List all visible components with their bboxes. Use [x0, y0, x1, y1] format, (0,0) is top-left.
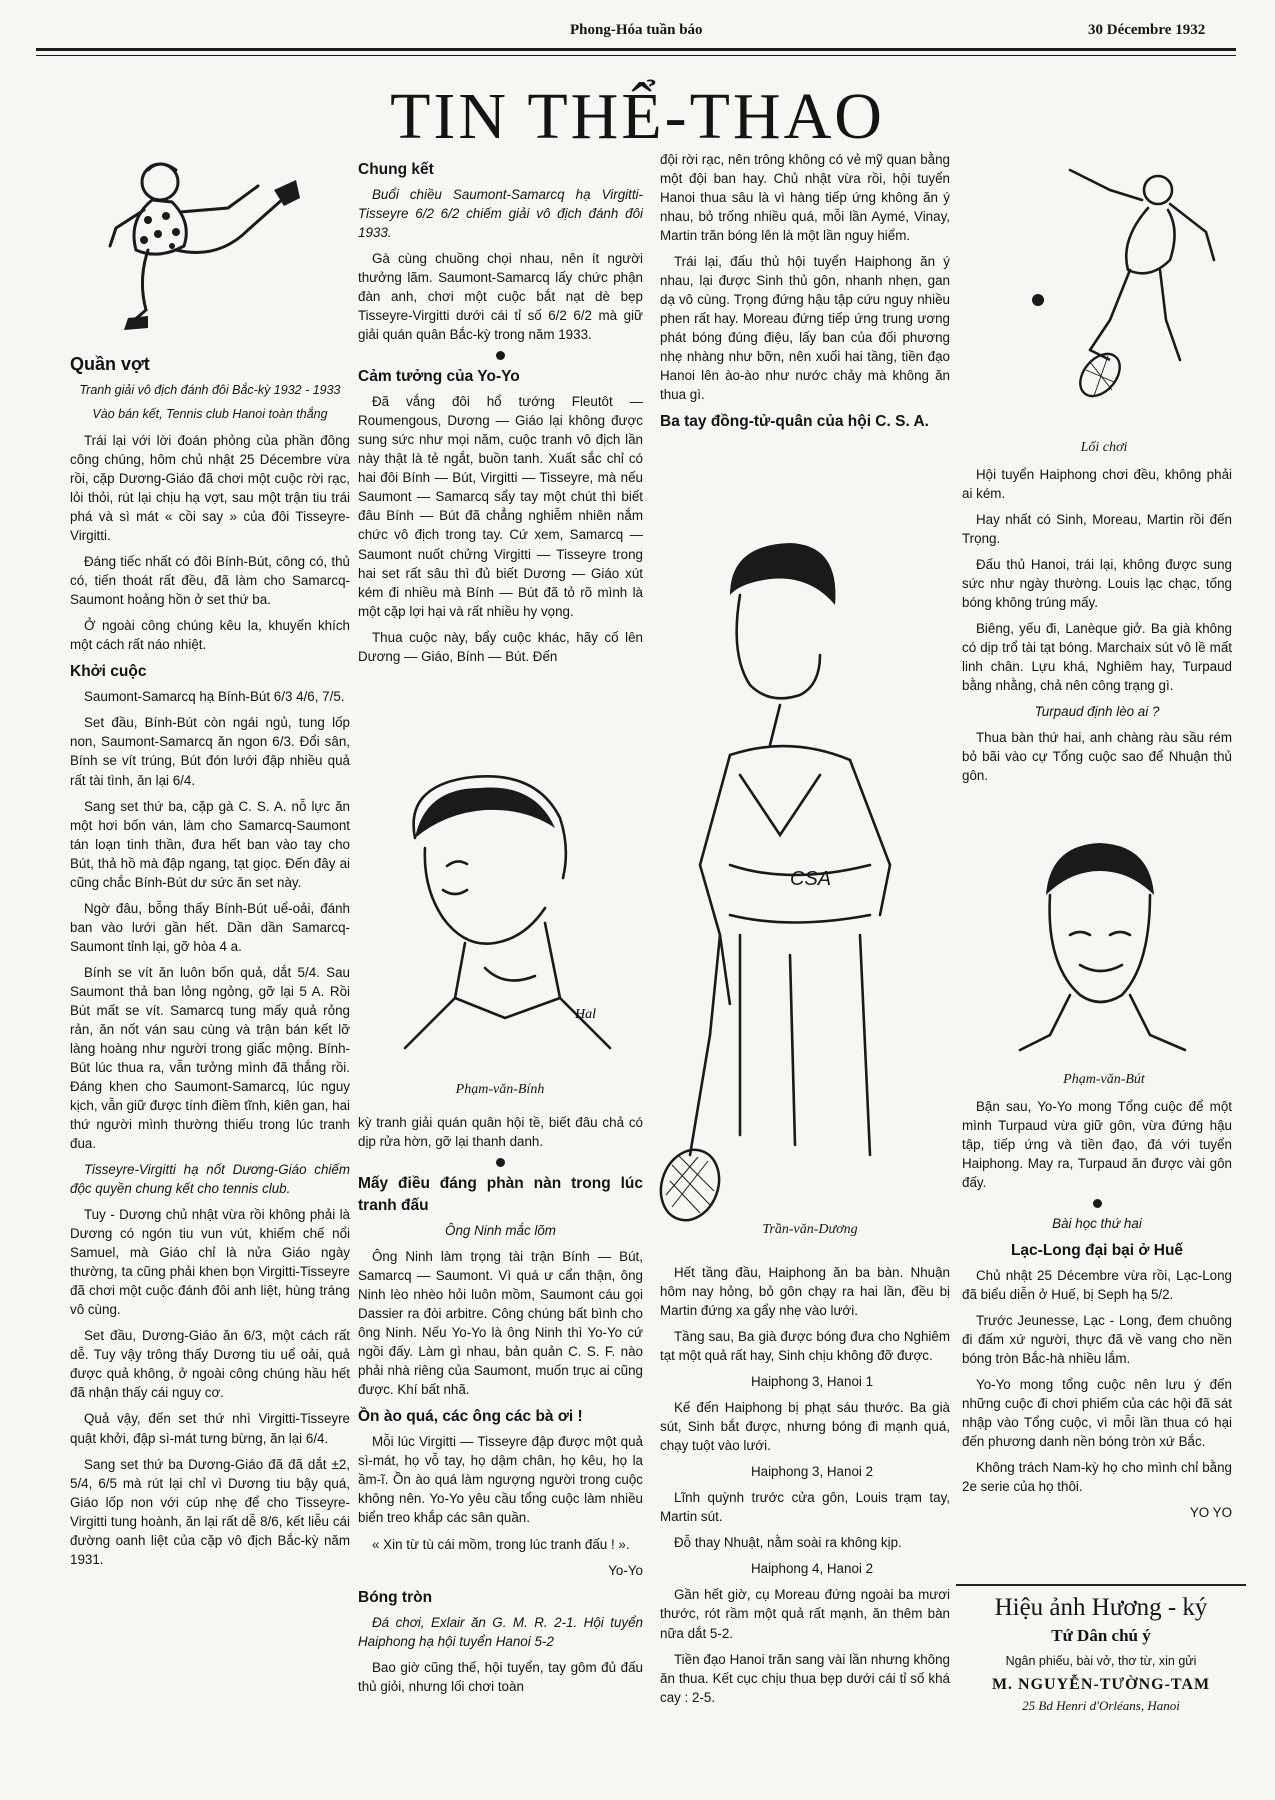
paragraph: Bính se vít ăn luôn bốn quả, dắt 5/4. Sau Saumont thả ban lỏng ngỏng, gỡ lại 5 A. Rồi Bút mất se vít. Samarcq tung mấy quả rỏng rản, ăn nốt ván sau cùng và trận bán kết lỡ làng hoàng như người trong giấc mộng. Bính-Bút lúc thua ra, vẫn tưởng mình đã thắng rồi. Đáng khen cho Saumont-Samarcq, lúc nguy kịch, vẫn giữ được tính điềm tĩnh, kiên gan, hai thứ người mình thường thiếu trong lúc tranh đua.	[70, 964, 350, 1152]
notice-subtitle: Tứ Dân chú ý	[1051, 1626, 1151, 1645]
portrait-pham-van-but	[1010, 825, 1190, 1055]
section-bullet	[496, 1158, 505, 1167]
header-rule-thin	[36, 55, 1236, 56]
notice-box	[956, 1584, 1246, 1714]
heading-cam-tuong: Cảm tưởng của Yo-Yo	[358, 368, 520, 386]
header-rule	[36, 48, 1236, 51]
caption-loi-choi: Lối chơi	[1080, 440, 1128, 455]
paragraph: Đấu thủ Hanoi, trái lại, không được sung sức như ngày thường. Louis lạc chạc, tống bóng không trúng mấy.	[962, 557, 1232, 611]
paragraph: Hết tầng đầu, Haiphong ăn ba bàn. Nhuận hôm nay hỏng, bỏ gôn chạy ra hai lần, đều bị Martin đứng xa gẩy nhẹ vào lưới.	[660, 1265, 950, 1319]
score-line: Haiphong 3, Hanoi 2	[750, 1464, 874, 1480]
paragraph: Quả vậy, đến set thứ nhì Virgitti-Tisseyre quật khởi, đập sì-mát tưng bừng, ăn lại 6/4.	[70, 1411, 350, 1446]
section-bullet	[496, 351, 505, 360]
heading-quan-vot: Quần vợt	[70, 354, 150, 374]
column-3-bottom	[660, 1263, 950, 1714]
paragraph-italic: Tisseyre-Virgitti hạ nốt Dương-Giáo chiếm độc quyền chung kết cho tennis club.	[70, 1162, 350, 1197]
caption-tran-van-duong: Trần-văn-Dương	[762, 1222, 858, 1237]
paragraph: « Xin từ tù cái mồm, trong lúc tranh đấu ! ».	[372, 1536, 630, 1552]
heading-chung-ket: Chung kết	[358, 161, 434, 178]
paragraph: Gà cùng chuồng chọi nhau, nên ít người thưởng lãm. Saumont-Samarcq lấy chức phận đàn anh, chơi một cuộc bắt nạt dè bẹp Tisseyre-Virgitti dưới cái tỉ số 6/2 6/2 mà giữ giải quán quân Bắc-kỳ trong năm 1933.	[358, 251, 643, 343]
paragraph: Ở ngoài công chúng kêu la, khuyến khích một cách rất náo nhiệt.	[70, 618, 350, 653]
paragraph: Sang set thứ ba, cặp gà C. S. A. nỗ lực ăn một hơi bốn ván, làm cho Samarcq-Saumont tán loạn tinh thần, đưa hết ban vào tay cho Bút, thả hồ mà đập ngang, tạt giọc. Đến đây ai cũng chắc Bính-Bút dư sức ăn set này.	[70, 798, 350, 890]
paragraph: Set đầu, Dương-Giáo ăn 6/3, một cách rất dễ. Tuy vậy trông thấy Dương tiu uể oải, quả được quả không, ở ngoài công chúng hầu hết đã nhận thấy cái nguy cơ.	[70, 1328, 350, 1401]
column-2-top	[358, 155, 643, 673]
column-1	[70, 348, 350, 1576]
paragraph: Hội tuyển Haiphong chơi đều, không phải ai kém.	[962, 466, 1232, 501]
paragraph: Hay nhất có Sinh, Moreau, Martin rồi đến Trọng.	[962, 511, 1232, 546]
page-title: TIN THỂ-THAO	[390, 80, 885, 153]
paragraph: Trái lại, đấu thủ hội tuyển Haiphong ăn ý nhau, lại được Sinh thủ gôn, nhanh nhẹn, gan dạ vô cùng. Trọng đứng hậu tập cứu nguy nhiều phen rất hay. Moreau đứng tiếp ứng trung ương phát bóng đúng điệu, lấy ban của đối phương nhẹ nhàng như bỡn, nên xuối hai tầng, tiền đạo Hanoi lên ào-ào như nước chảy mà không ăn thua gì.	[660, 254, 950, 403]
paragraph: Chủ nhật 25 Décembre vừa rồi, Lạc-Long đã biểu diễn ở Huế, bị Seph hạ 5/2.	[962, 1268, 1232, 1303]
paragraph: Tuy - Dương chủ nhật vừa rồi không phải là Dương có ngón tiu vun vút, khiếm chế nổi Samuel, mà Giáo chỉ là nửa Giáo ngày thường, ta cũng phải khen bọn Virgitti-Tisseyre đã chơi một cuộc đánh đôi anh liệt, hùng tráng vô cùng.	[70, 1207, 350, 1318]
paragraph: Set đầu, Bính-Bút còn ngái ngủ, tung lốp non, Saumont-Samarcq ăn ngon 6/3. Đổi sân, Bính se vít trúng, Bút đón lưới đập nhiều quả rất tài tình, ăn lại 6/4.	[70, 715, 350, 788]
column-4-bottom	[962, 1070, 1232, 1529]
paragraph: Biêng, yếu đi, Lanèque giở. Ba già không có dịp trổ tài tạt bóng. Marchaix sút vô lề mất linh chân. Lựu khá, Nghiêm hay, Turpaud bằng nhằng, chả nên công trạng gì.	[962, 621, 1232, 694]
paragraph: Trái lại với lời đoán phỏng của phần đông công chúng, hôm chủ nhật 25 Décembre vừa rồi, cặp Dương-Giáo đã chơi một cuộc rời rạc, lỏi thỏi, rút lại chịu hạ vợt, sau một trận tiu trái phá và sì mát « cồi say » của đôi Tisseyre-Virgitti.	[70, 433, 350, 544]
svg-text:CSA: CSA	[790, 868, 832, 890]
subtitle-turpaud: Turpaud định lèo ai ?	[1034, 704, 1160, 720]
score-line: Haiphong 3, Hanoi 1	[750, 1374, 874, 1390]
paragraph: Ông Ninh làm trọng tài trận Bính — Bút, Samarcq — Saumont. Vì quá ư cẩn thận, ông Ninh lèo nhèo hỏi luôn mồm, Saumont cáu gọi Dassier ra đòi arbitre. Công chúng bất bình cho ông Ninh. Nếu Yo-Yo là ông Ninh thì Yo-Yo cứ ngồi đấy. Làm gì nhau, bản quản C. S. F. nào phải nhà riêng của Saumont, muốn trục ai cũng được. Khí bất nhã.	[358, 1249, 643, 1398]
paragraph: Đã vắng đôi hổ tướng Fleutôt — Roumengous, Dương — Giáo lại không được sung sức như mọi năm, cuộc tranh vô địch lần này thật là tẻ ngắt, buồn tanh. Xuất sắc chỉ có hai đôi Bính — Bút, Virgitti — Tisseyre, mà nếu Saumont — Samarcq sẩy tay một chút thì biết đâu Bính — Bút đã chẳng nghiễm nhiên nắm chức vô địch trong tay. Cứ xem, Samarcq — Saumont nuốt chửng Virgitti — Tisseyre trong hai set rất sâu thì đủ biết Dương — Giáo xút kém đi nhiều mà Bính — Bút đã tỏ rõ mình là một cặp lợi hại và rất nhiều hy vọng.	[358, 394, 643, 619]
paragraph: Lĩnh quỳnh trước cửa gôn, Louis trạm tay, Martin sút.	[660, 1490, 950, 1525]
paragraph: Trước Jeunesse, Lạc - Long, đem chuông đi đấm xứ người, thực đã về vang cho nền bóng tròn Bắc-hà nhiều lắm.	[962, 1313, 1232, 1367]
paragraph: Sang set thứ ba Dương-Giáo đã đã dắt ±2, 5/4, 6/5 mà rút lại chỉ vì Dương tiu bậy quá, Giáo lốp non với cúp nhẹ để cho Tisseyre-Virgitti tung hoành, ăn lại rất dễ 8/6, kết liễu cái đường oanh liệt của cặp vô địch Bắc-kỳ năm 1931.	[70, 1456, 350, 1567]
notice-instruction: Ngân phiếu, bài vở, thơ từ, xin gửi	[1005, 1654, 1197, 1668]
paragraph: Đỗ thay Nhuật, nằm soài ra không kịp.	[674, 1535, 902, 1551]
score-line: Haiphong 4, Hanoi 2	[750, 1561, 874, 1577]
paragraph: Không trách Nam-kỳ họ cho mình chỉ bằng 2e serie của họ thôi.	[962, 1460, 1232, 1495]
paragraph: đội rời rạc, nên trông không có vẻ mỹ quan bằng một đội ban hay. Chủ nhật vừa rồi, hội tuyển Hanoi thua sâu là vì hàng tiếp ứng không ăn ý nhau, bỏ trống nhiều quá, mỗi lần Aymé, Vinay, Martin trăn bóng lên là một lần nguy hiểm.	[660, 152, 950, 244]
paragraph: Tiền đạo Hanoi trăn sang vài lần nhưng không ăn thua. Kết cục chịu thua bẹp dưới cái tỉ số khá cay : 2-5.	[660, 1651, 950, 1705]
paragraph: Tầng sau, Ba già được bóng đưa cho Nghiêm tạt một quả rất hay, Sinh chịu không đỡ được.	[660, 1329, 950, 1364]
heading-phan-nan: Mấy điều đáng phàn nàn trong lúc tranh đấu	[358, 1175, 643, 1215]
paragraph: Bao giờ cũng thế, hội tuyển, tay gôm đủ đấu thủ giỏi, nhưng lối chơi toàn	[358, 1659, 643, 1694]
caption-pham-van-but: Phạm-văn-Bút	[1063, 1072, 1145, 1087]
notice-title: Hiệu ảnh Hương - ký	[994, 1594, 1208, 1621]
paragraph: Mỗi lúc Virgitti — Tisseyre đập được một quả sì-mát, họ vỗ tay, họ dậm chân, họ kêu, họ la ầm-ĩ. Ồn ào quá làm ngượng người trong cuộc không nên. Yo-Yo yêu cầu tổng cuộc làm nhiều biển treo khắp các sân quần.	[358, 1434, 643, 1526]
subtitle-tournament: Tranh giải vô địch đánh đôi Bắc-kỳ 1932 - 1933	[79, 382, 341, 397]
portrait-tran-van-duong	[670, 535, 950, 1215]
paragraph: Saumont-Samarcq hạ Bính-Bút 6/3 4/6, 7/5.	[84, 689, 345, 705]
column-3-top	[660, 150, 950, 437]
heading-khoi-cuoc: Khởi cuộc	[70, 663, 147, 681]
subtitle-bong-tron: Đá chơi, Exlair ăn G. M. R. 2-1. Hội tuyển Haiphong hạ hội tuyển Hanoi 5-2	[358, 1614, 643, 1649]
notice-name: M. NGUYỄN-TƯỜNG-TAM	[991, 1676, 1211, 1693]
paragraph: Ngờ đâu, bỗng thấy Bính-Bút uể-oải, đánh ban vào lưới gần hết. Dần dần Samarcq-Saumont tỉnh lại, gỡ hòa 4 a.	[70, 900, 350, 954]
heading-bong-tron: Bóng tròn	[358, 1588, 433, 1606]
subtitle-semifinal: Vào bán kết, Tennis club Hanoi toàn thắng	[92, 407, 328, 422]
paragraph: kỳ tranh giải quán quân hội tề, biết đâu chả có dịp rửa hờn, gỡ lại thanh danh.	[358, 1115, 643, 1150]
heading-on-ao: Ồn ào quá, các ông các bà ơi !	[358, 1408, 583, 1426]
subtitle-final: Buổi chiều Saumont-Samarcq hạ Virgitti-Tisseyre 6/2 6/2 chiếm giải vô địch đánh đôi 1933.	[358, 187, 643, 241]
paragraph: Đáng tiếc nhất có đôi Bính-Bút, công có, thủ có, tiến thoát rất đều, đã làm cho Samarcq-Saumont hoảng hồn ở set thứ ba.	[70, 554, 350, 608]
issue-date: 30 Décembre 1932	[1088, 22, 1206, 38]
column-4-top	[962, 438, 1232, 792]
publication-name: Phong-Hóa tuần báo	[570, 22, 703, 38]
football-player-illustration	[88, 150, 308, 340]
paragraph: Gần hết giờ, cụ Moreau đứng ngoài ba mươi thước, rót rầm một quả rất mạnh, ăn thêm bàn nữa dắt 5-2.	[660, 1587, 950, 1641]
section-bullet	[1093, 1199, 1102, 1208]
column-2-bottom	[358, 1113, 643, 1703]
heading-ba-tay: Ba tay đồng-tử-quân của hội C. S. A.	[660, 413, 929, 431]
signature-yo-yo: Yo-Yo	[608, 1562, 643, 1578]
subtitle-bai-hoc: Bài học thứ hai	[1052, 1216, 1142, 1232]
paragraph: Yo-Yo mong tổng cuộc nên lưu ý đến những cuộc đi chơi phiếm của các hội đã sát nhập vào Tổng cuộc, vì mỗi lần thua có hại đến phương danh nền bóng tròn xứ Bắc.	[962, 1377, 1232, 1450]
paragraph: Bận sau, Yo-Yo mong Tổng cuộc để một mình Turpaud vừa giữ gôn, vừa đứng hậu tập, tiếp ứng và tiền đạo, đá với tuyển Haiphong. May ra, Turpaud ăn được vài gôn đấy.	[962, 1098, 1232, 1190]
paragraph: Kế đến Haiphong bị phạt sáu thước. Ba già sút, Sinh bắt được, nhưng bóng đi mạnh quá, chạy tuột vào lưới.	[660, 1400, 950, 1454]
signature-yo-yo-caps: YO YO	[1189, 1505, 1232, 1521]
tennis-player-illustration	[1030, 150, 1230, 420]
caption-pham-van-binh: Phạm-văn-Bính	[455, 1082, 545, 1097]
subtitle-ong-ninh: Ông Ninh mắc lõm	[445, 1223, 556, 1239]
portrait-pham-van-binh	[385, 758, 615, 1058]
heading-lac-long: Lạc-Long đại bại ở Huế	[1010, 1242, 1184, 1260]
paragraph: Thua bàn thứ hai, anh chàng ràu sầu rém bỏ bãi vào cự Tổng cuộc sao để Nhuận thủ gôn.	[962, 730, 1232, 784]
svg-text:Hal: Hal	[575, 1007, 596, 1022]
notice-address: 25 Bd Henri d'Orléans, Hanoi	[1022, 1698, 1180, 1713]
paragraph: Thua cuộc này, bẩy cuộc khác, hãy cố lên Dương — Giáo, Bính — Bút. Đến	[358, 629, 643, 664]
